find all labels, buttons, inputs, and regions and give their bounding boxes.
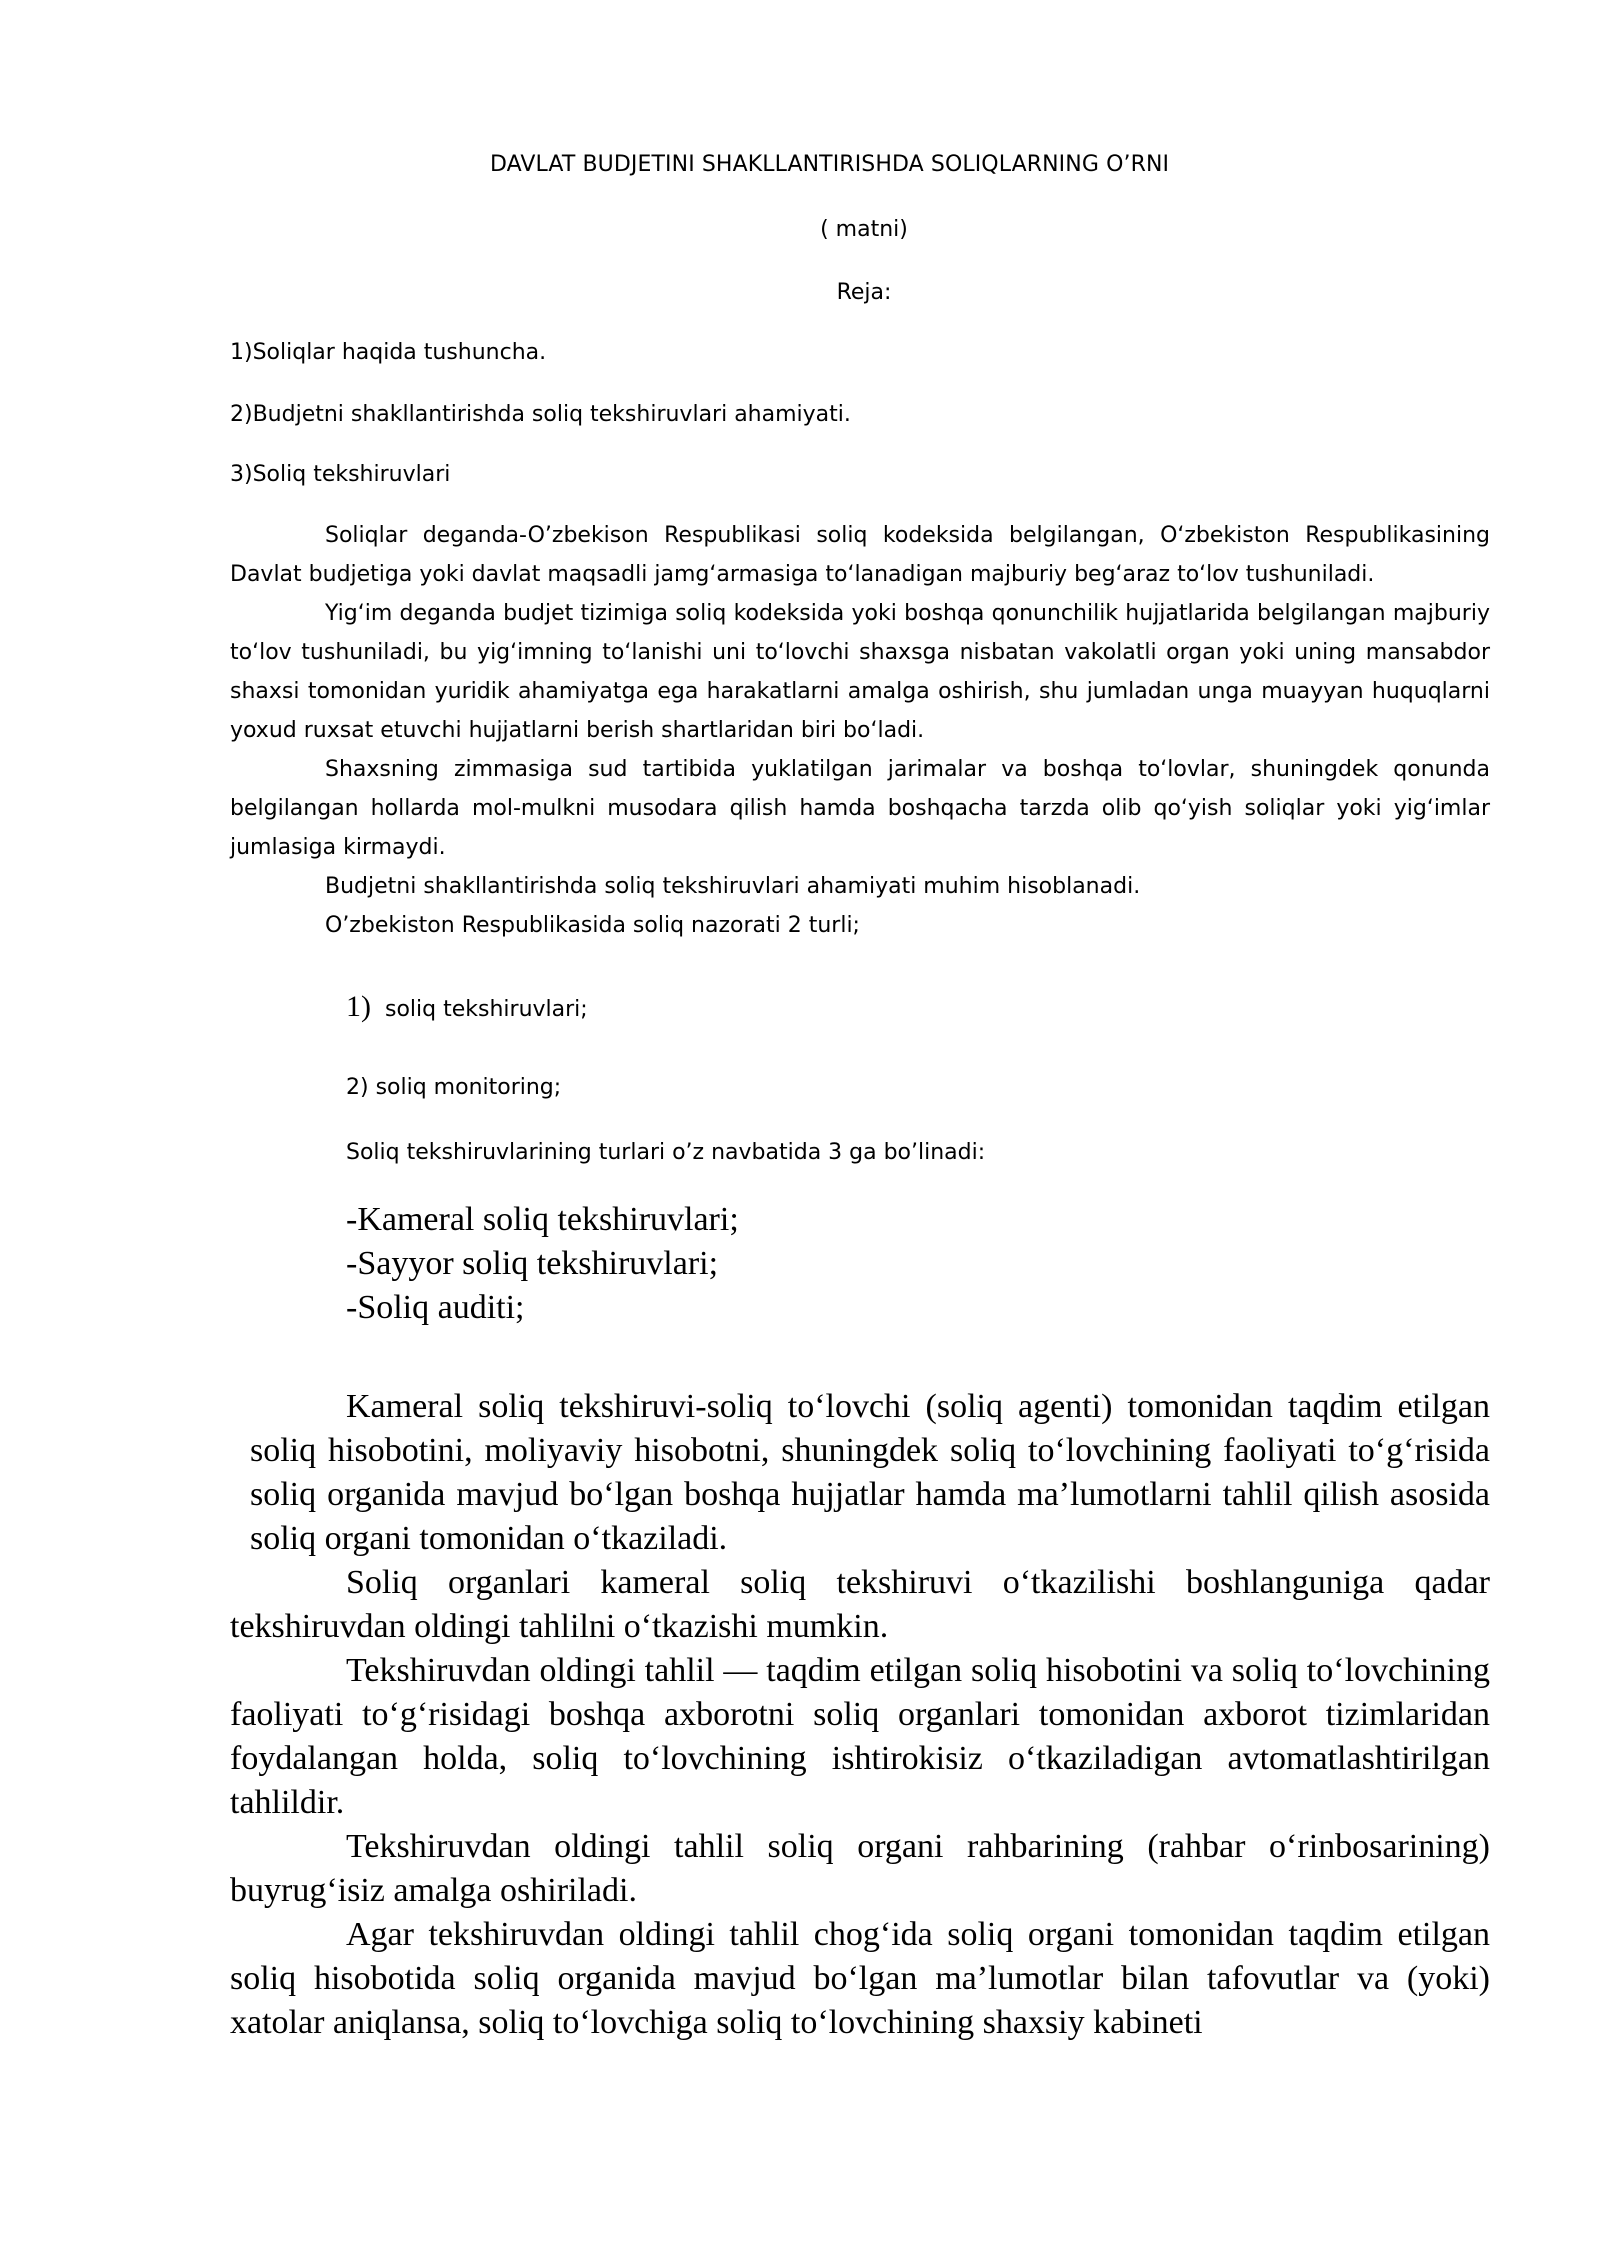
list-item: -Soliq auditi; — [346, 1289, 525, 1326]
control-type-item-2: 2) soliq monitoring; — [346, 1075, 562, 1100]
plan-item: 2)Budjetni shakllantirishda soliq tekshiruvlari ahamiyati. — [230, 402, 851, 427]
paragraph: Kameral soliq tekshiruvi-soliq to‘lovchi (soliq agenti) tomonidan taqdim etilgan soliq hisobotini, moliyaviy hisobotni, shuningdek soliq to‘lovchining faoliyati to‘g‘risida soliq organida mavjud bo‘lgan boshqa hujjatlar hamda ma’lumotlarni tahlil qilish asosida soliq organi tomonidan o‘tkaziladi. — [250, 1388, 1490, 1557]
list-item: -Kameral soliq tekshiruvlari; — [346, 1201, 739, 1238]
paragraph: Budjetni shakllantirishda soliq tekshiruvlari ahamiyati muhim hisoblanadi. — [325, 874, 1141, 899]
paragraph: O’zbekiston Respublikasida soliq nazorati 2 turli; — [325, 913, 860, 938]
document-title: DAVLAT BUDJETINI SHAKLLANTIRISHDA SOLIQLARNING O’RNI — [490, 152, 1170, 177]
paragraph: Tekshiruvdan oldingi tahlil soliq organi rahbarining (rahbar o‘rinbosarining) buyrug‘isiz amalga oshiriladi. — [230, 1828, 1490, 1909]
division-note: Soliq tekshiruvlarining turlari o’z navbatida 3 ga bo’linadi: — [346, 1140, 986, 1165]
paragraph: Soliq organlari kameral soliq tekshiruvi o‘tkazilishi boshlanguniga qadar tekshiruvdan oldingi tahlilni o‘tkazishi mumkin. — [230, 1564, 1490, 1645]
serif-paragraphs — [230, 1385, 1490, 2045]
list-item-text: soliq tekshiruvlari; — [385, 997, 588, 1022]
plan-heading: Reja: — [836, 280, 892, 305]
paragraph: Agar tekshiruvdan oldingi tahlil chog‘ida soliq organi tomonidan taqdim etilgan soliq hisobotida soliq organida mavjud bo‘lgan ma’lumotlar bilan tafovutlar va (yoki) xatolar aniqlansa, soliq to‘lovchiga soliq to‘lovchining shaxsiy kabineti — [230, 1916, 1490, 2041]
paragraph: Soliqlar deganda-O’zbekison Respublikasi soliq kodeksida belgilangan, O‘zbekiston Respublikasining Davlat budjetiga yoki davlat maqsadli jamg‘armasiga to‘lanadigan majburiy beg‘araz to‘lov tushuniladi. — [230, 523, 1490, 587]
plan-item: 1)Soliqlar haqida tushuncha. — [230, 340, 547, 365]
control-type-item-1 — [346, 990, 588, 1024]
paragraph: Shaxsning zimmasiga sud tartibida yuklatilgan jarimalar va boshqa to‘lovlar, shuningdek qonunda belgilangan hollarda mol-mulkni musodara qilish hamda boshqacha tarzda olib qo‘yish soliqlar yoki yig‘imlar jumlasiga kirmaydi. — [230, 757, 1490, 860]
document-subtitle: ( matni) — [820, 217, 908, 242]
list-number: 1) — [346, 990, 371, 1023]
list-item: -Sayyor soliq tekshiruvlari; — [346, 1245, 719, 1282]
inspection-types-list — [346, 1198, 739, 1330]
plan-item: 3)Soliq tekshiruvlari — [230, 462, 451, 487]
paragraph: Tekshiruvdan oldingi tahlil — taqdim etilgan soliq hisobotini va soliq to‘lovchining faoliyati to‘g‘risidagi boshqa axborotni soliq organlari tomonidan axborot tizimlaridan foydalangan holda, soliq to‘lovchining ishtirokisiz o‘tkaziladigan avtomatlashtirilgan tahlildir. — [230, 1652, 1490, 1821]
intro-paragraphs — [230, 516, 1490, 945]
paragraph: Yig‘im deganda budjet tizimiga soliq kodeksida yoki boshqa qonunchilik hujjatlarida belgilangan majburiy to‘lov tushuniladi, bu yig‘imning to‘lanishi uni to‘lovchi shaxsga nisbatan vakolatli organ yoki uning mansabdor shaxsi tomonidan yuridik ahamiyatga ega harakatlarni amalga oshirish, shu jumladan unga muayyan huquqlarni yoxud ruxsat etuvchi hujjatlarni berish shartlaridan biri bo‘ladi. — [230, 601, 1490, 743]
